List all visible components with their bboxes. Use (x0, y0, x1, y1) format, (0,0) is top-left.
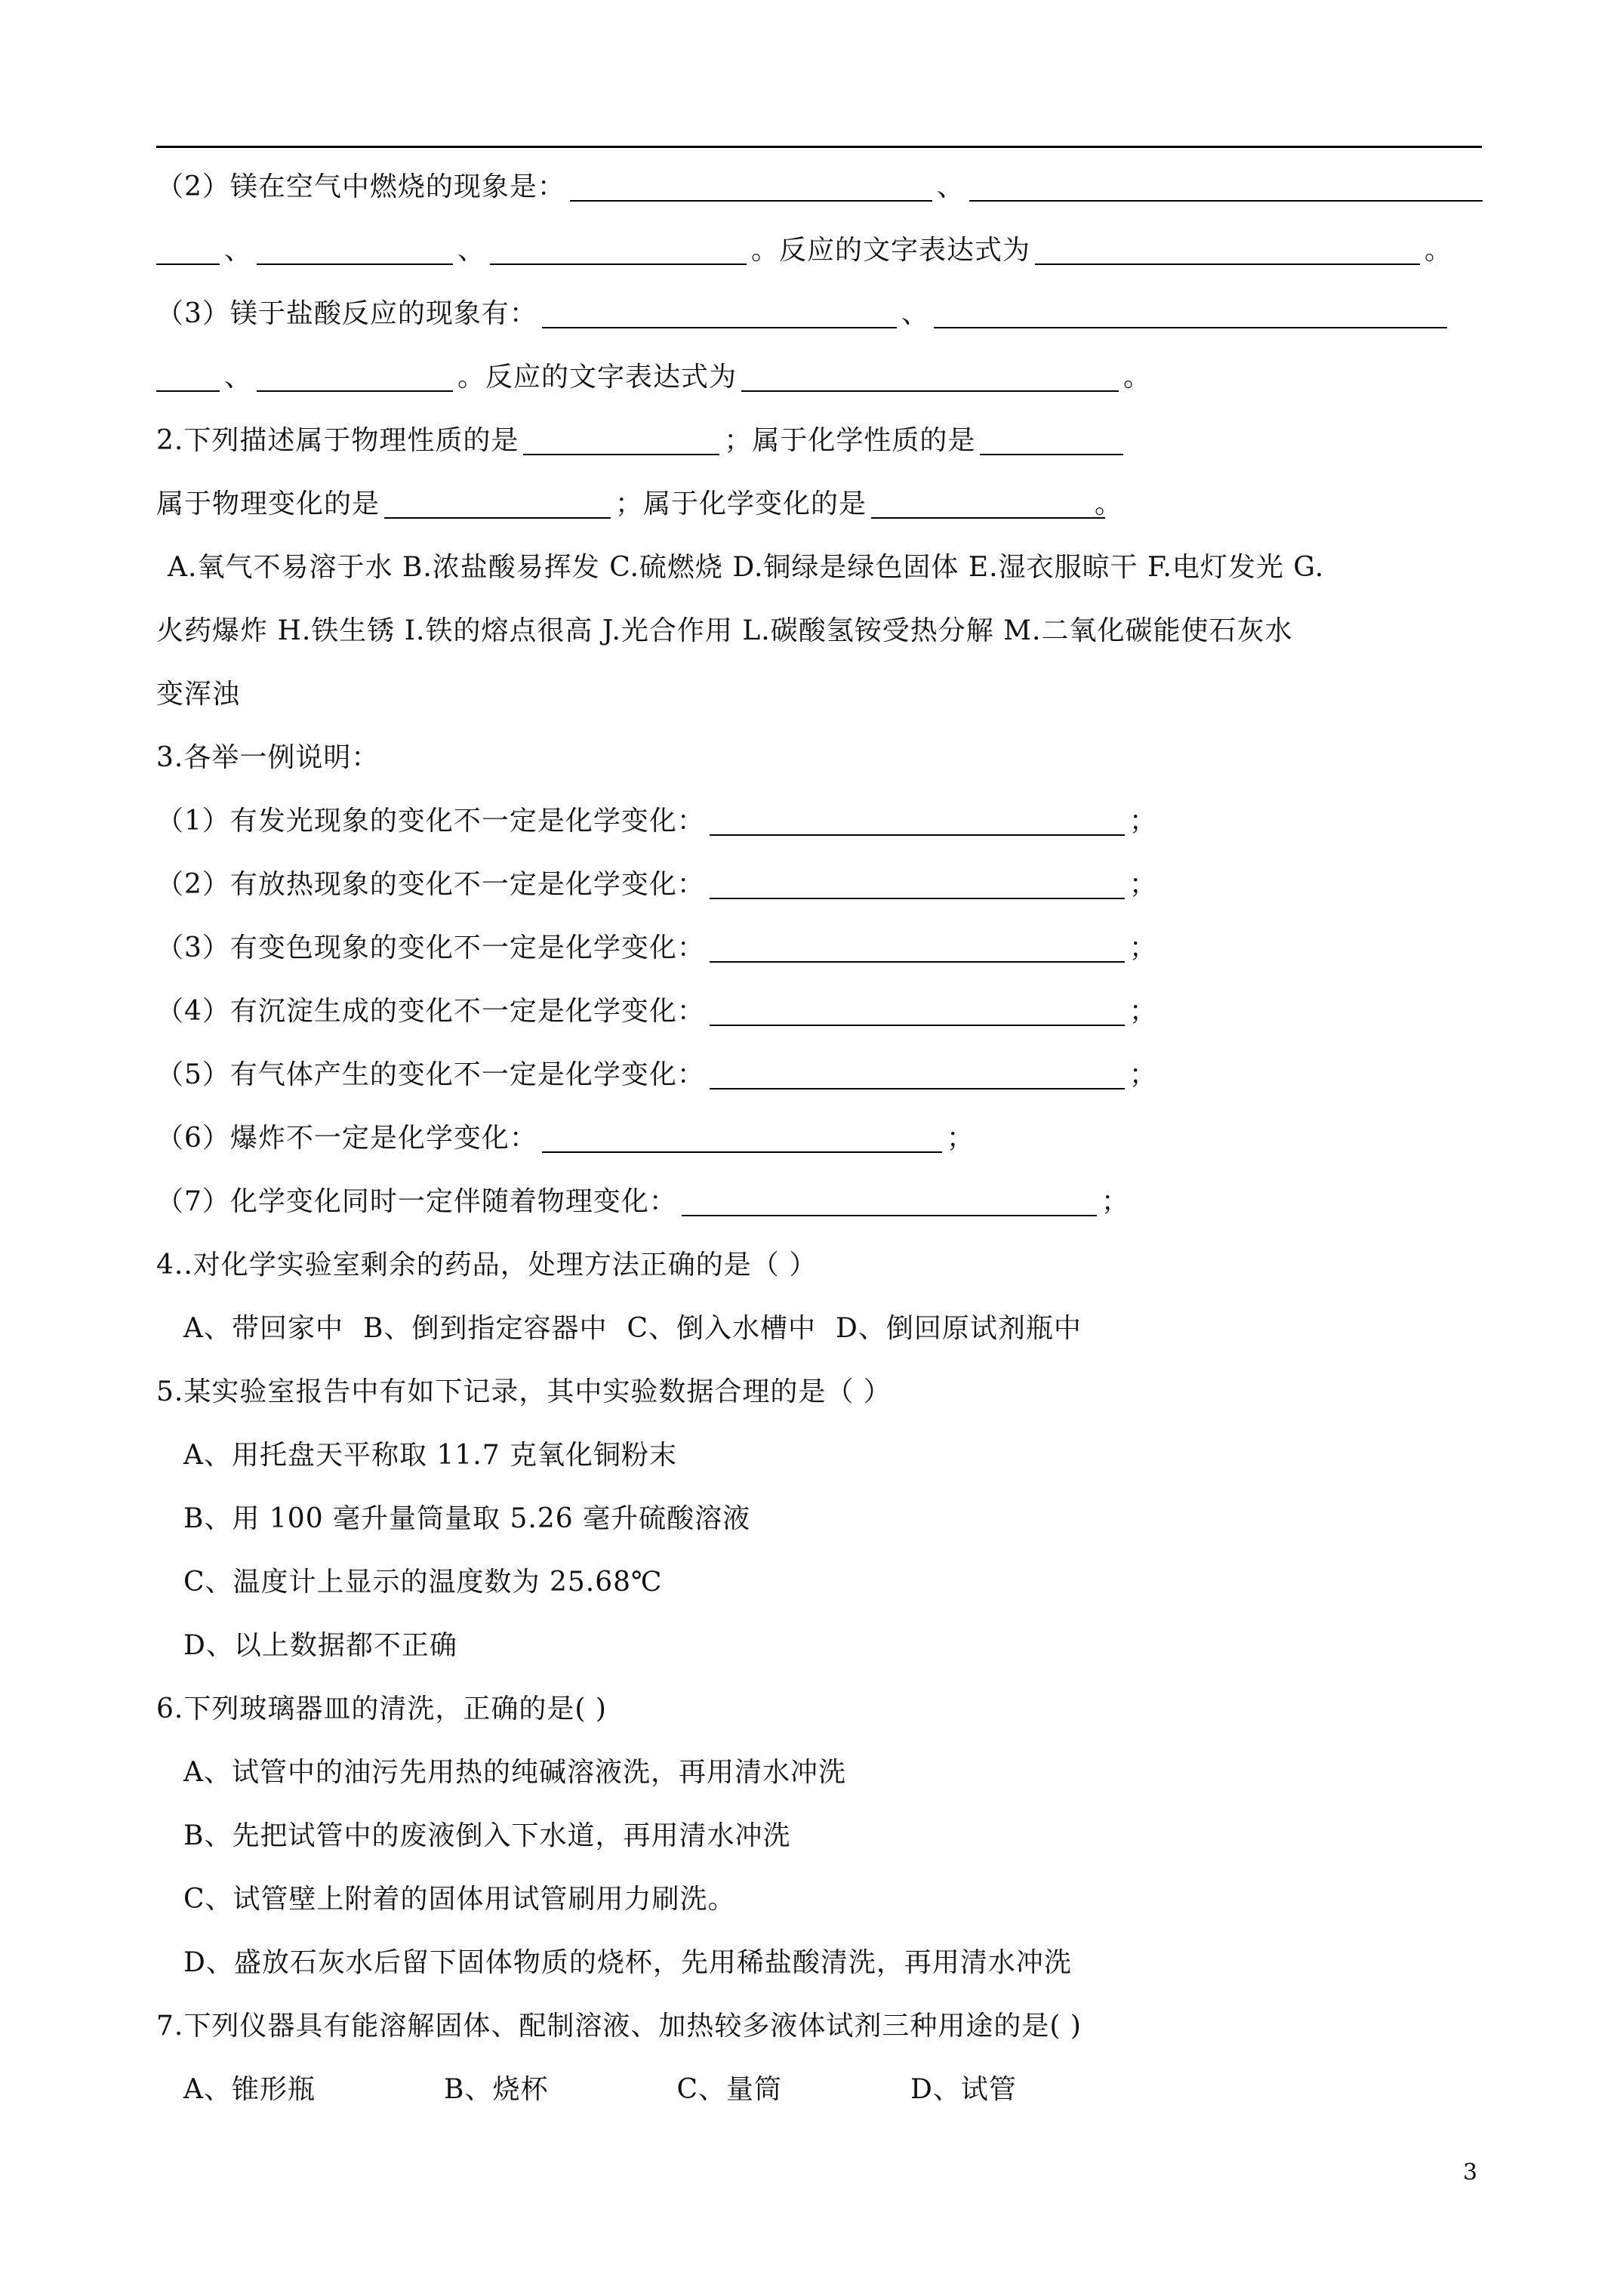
q1-part3-line1 (156, 294, 1452, 334)
q2-options-line1: A.氧气不易溶于水 B.浓盐酸易挥发 C.硫燃烧 D.铜绿是绿色固体 E.湿衣服晾干 F.电灯发光 G. (168, 552, 1325, 583)
q4-option-b[interactable]: B、倒到指定容器中 (363, 1313, 608, 1344)
answer-blank[interactable] (156, 363, 220, 392)
q1-part2-label: （2）镁在空气中燃烧的现象是： (156, 171, 565, 202)
answer-blank[interactable] (934, 300, 1447, 328)
q3-item (156, 865, 1157, 905)
period: 。 (1123, 362, 1152, 393)
separator: 、 (224, 235, 253, 266)
q6-option-a[interactable]: A、试管中的油污先用热的纯碱溶液洗，再用清水冲洗 (183, 1757, 846, 1788)
reaction-label: 。反应的文字表达式为 (457, 362, 738, 393)
answer-blank[interactable] (523, 427, 719, 455)
answer-blank[interactable] (682, 1188, 1097, 1216)
q2-line2 (156, 485, 1123, 524)
q3-item-text: （5）有气体产生的变化不一定是化学变化： (156, 1059, 705, 1090)
semicolon: ； (1129, 996, 1157, 1027)
q7-stem: 7.下列仪器具有能溶解固体、配制溶液、加热较多液体试剂三种用途的是( ) (156, 2011, 1082, 2042)
semicolon: ； (1129, 1059, 1157, 1090)
q4-option-a[interactable]: A、带回家中 (183, 1313, 343, 1344)
q3-item-text: （2）有放热现象的变化不一定是化学变化： (156, 869, 705, 900)
separator: 、 (901, 298, 929, 329)
q5-stem: 5.某实验室报告中有如下记录，其中实验数据合理的是（ ） (156, 1376, 892, 1407)
q3-item-text: （7）化学变化同时一定伴随着物理变化： (156, 1186, 677, 1217)
answer-blank[interactable] (384, 490, 611, 519)
answer-blank[interactable] (980, 427, 1123, 455)
q3-item-text: （4）有沉淀生成的变化不一定是化学变化： (156, 996, 705, 1027)
q1-part2-line2 (156, 231, 1452, 270)
answer-blank[interactable] (257, 236, 453, 265)
semicolon: ； (1129, 932, 1157, 963)
q3-item (156, 802, 1157, 841)
q3-item-text: （1）有发光现象的变化不一定是化学变化： (156, 806, 705, 837)
q3-item-text: （3）有变色现象的变化不一定是化学变化： (156, 932, 705, 963)
reaction-label: 。反应的文字表达式为 (751, 235, 1031, 266)
q2-options-line3: 变浑浊 (156, 679, 241, 710)
q3-item (156, 1056, 1157, 1095)
q5-option-d[interactable]: D、以上数据都不正确 (183, 1630, 457, 1661)
q3-item (156, 929, 1157, 968)
q7-option-d[interactable]: D、试管 (910, 2074, 1017, 2105)
answer-blank[interactable] (490, 236, 747, 265)
answer-blank[interactable] (710, 934, 1125, 963)
q3-item (156, 1182, 1129, 1222)
period: 。 (1095, 488, 1123, 519)
q2-chemical-change-label: ；属于化学变化的是 (615, 488, 867, 519)
answer-blank[interactable] (710, 997, 1125, 1026)
q6-option-c[interactable]: C、试管壁上附着的固体用试管刷用力刷洗。 (183, 1884, 736, 1915)
q3-item-text: （6）爆炸不一定是化学变化： (156, 1123, 537, 1154)
semicolon: ； (1129, 806, 1157, 837)
q3-item (156, 1119, 975, 1158)
q7-options (183, 2070, 1036, 2110)
q3-item (156, 992, 1157, 1031)
page-number: 3 (1463, 2159, 1478, 2186)
q2-physical-change-label: 属于物理变化的是 (156, 488, 380, 519)
answer-blank[interactable] (257, 363, 453, 392)
q1-part3-label: （3）镁于盐酸反应的现象有： (156, 298, 537, 329)
q6-option-d[interactable]: D、盛放石灰水后留下固体物质的烧杯，先用稀盐酸清洗，再用清水冲洗 (183, 1947, 1072, 1978)
q7-option-a[interactable]: A、锥形瓶 (183, 2074, 316, 2105)
q4-options (183, 1309, 1101, 1348)
q2-line1 (156, 421, 1128, 461)
q6-stem: 6.下列玻璃器皿的清洗，正确的是( ) (156, 1693, 607, 1724)
answer-blank[interactable] (710, 1061, 1125, 1089)
q1-part2-line1 (156, 168, 1487, 207)
separator: 、 (457, 235, 486, 266)
answer-blank[interactable] (969, 173, 1483, 202)
separator: 、 (224, 362, 253, 393)
answer-blank[interactable] (1035, 236, 1420, 265)
q5-option-b[interactable]: B、用 100 毫升量筒量取 5.26 毫升硫酸溶液 (183, 1503, 751, 1534)
answer-blank[interactable] (710, 871, 1125, 899)
answer-blank[interactable] (871, 490, 1105, 519)
answer-blank[interactable] (542, 300, 897, 328)
q4-stem: 4..对化学实验室剩余的药品，处理方法正确的是（ ） (156, 1250, 818, 1281)
header-rule (156, 146, 1482, 148)
q2-chemical-property-label: ；属于化学性质的是 (724, 425, 976, 456)
period: 。 (1424, 235, 1453, 266)
semicolon: ； (946, 1123, 975, 1154)
q1-part3-line2 (156, 358, 1151, 397)
semicolon: ； (1129, 869, 1157, 900)
q5-option-a[interactable]: A、用托盘天平称取 11.7 克氧化铜粉末 (183, 1440, 678, 1471)
q6-option-b[interactable]: B、先把试管中的废液倒入下水道，再用清水冲洗 (183, 1820, 791, 1851)
q7-option-b[interactable]: B、烧杯 (444, 2074, 549, 2105)
q4-option-c[interactable]: C、倒入水槽中 (627, 1313, 817, 1344)
q5-option-c[interactable]: C、温度计上显示的温度数为 25.68℃ (183, 1567, 663, 1598)
q7-option-c[interactable]: C、量筒 (676, 2074, 783, 2105)
semicolon: ； (1101, 1186, 1129, 1217)
separator: 、 (936, 171, 965, 202)
answer-blank[interactable] (156, 236, 220, 265)
q2-physical-property-label: 2.下列描述属于物理性质的是 (156, 425, 519, 456)
answer-blank[interactable] (570, 173, 932, 202)
answer-blank[interactable] (741, 363, 1119, 392)
q3-title: 3.各举一例说明： (156, 742, 380, 773)
q2-options-line2: 火药爆炸 H.铁生锈 I.铁的熔点很高 J.光合作用 L.碳酸氢铵受热分解 M.二氧化碳能使石灰水 (156, 615, 1293, 646)
answer-blank[interactable] (710, 807, 1125, 836)
answer-blank[interactable] (542, 1124, 942, 1153)
q4-option-d[interactable]: D、倒回原试剂瓶中 (836, 1313, 1082, 1344)
